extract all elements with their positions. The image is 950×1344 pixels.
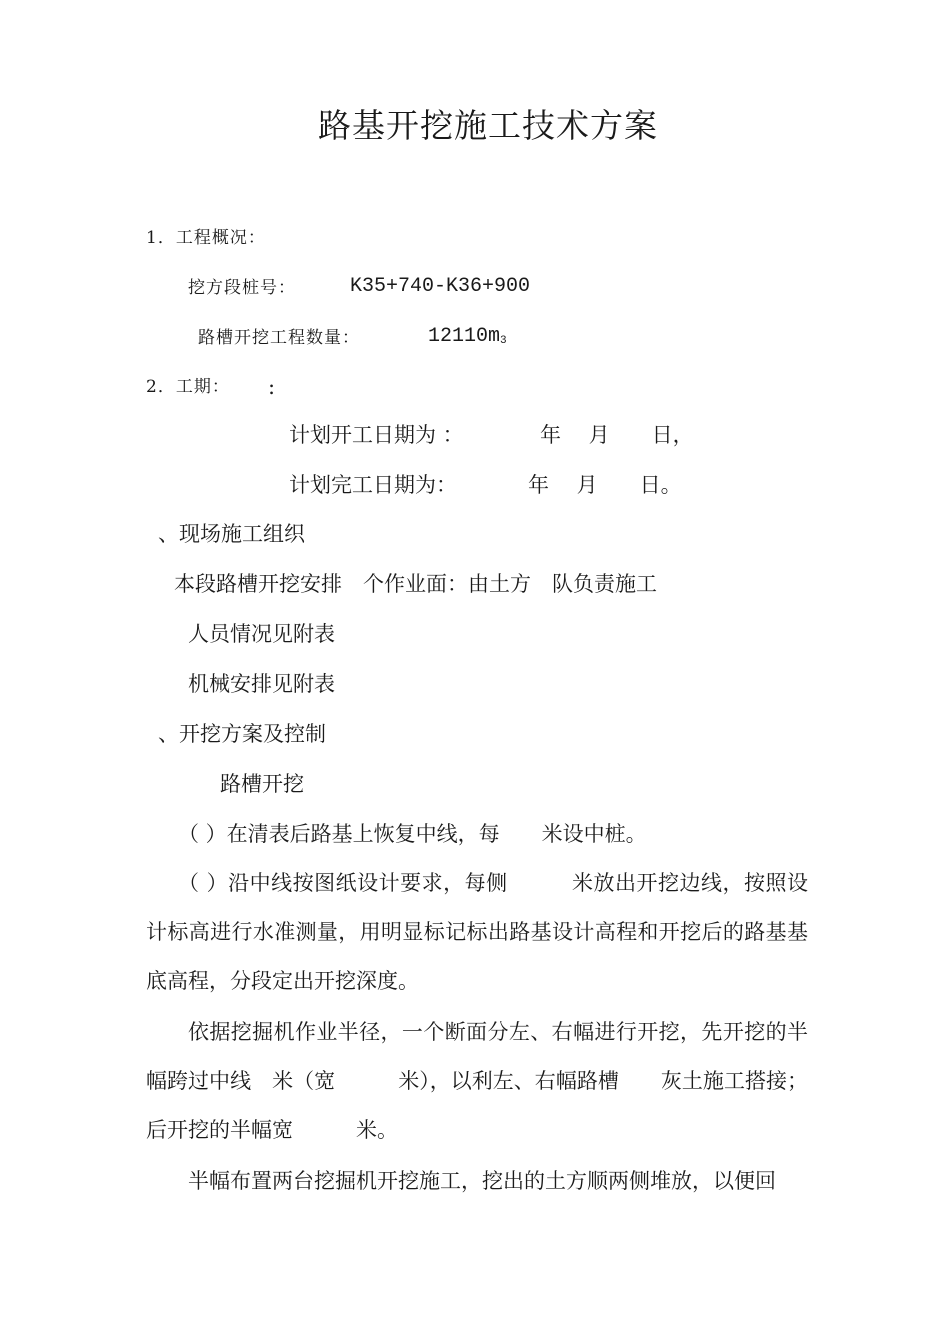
start-date-value: 年 月 日， bbox=[540, 423, 694, 447]
section-1-heading: 1．工程概况： bbox=[146, 228, 266, 248]
range-label: 挖方段桩号： bbox=[188, 278, 296, 298]
subsection-heading: 路槽开挖 bbox=[220, 772, 304, 796]
section-2-colon: : bbox=[268, 375, 276, 399]
section-4-heading: 、开挖方案及控制 bbox=[158, 722, 326, 746]
excavator-paragraph: 半幅布置两台挖掘机开挖施工，挖出的土方顺两侧堆放，以便回 bbox=[188, 1169, 776, 1193]
end-date-value: 年 月 日。 bbox=[528, 473, 682, 497]
organization-line: 本段路槽开挖安排 个作业面：由土方 队负责施工 bbox=[174, 572, 657, 596]
section-2-heading: 2．工期： bbox=[146, 377, 230, 397]
excavation-paragraph: 依据挖掘机作业半径，一个断面分左、右幅进行开挖，先开挖的半幅跨过中线 米（宽 米），以利左、右幅路槽 灰土施工搭接；后开挖的半幅宽 米。 bbox=[146, 1020, 808, 1142]
section-3-heading: 、现场施工组织 bbox=[158, 522, 305, 546]
end-date-label: 计划完工日期为： bbox=[289, 473, 457, 497]
start-date-label: 计划开工日期为 ： bbox=[289, 423, 464, 447]
machinery-line: 机械安排见附表 bbox=[188, 672, 335, 696]
volume-value: 12110m3 bbox=[428, 325, 507, 348]
volume-label: 路槽开挖工程数量： bbox=[198, 328, 360, 348]
personnel-line: 人员情况见附表 bbox=[188, 622, 335, 646]
step-2-paragraph: （ ）沿中线按图纸设计要求，每侧 米放出开挖边线，按照设计标高进行水准测量，用明显标记标出路基设计高程和开挖后的路基基底高程，分段定出开挖深度。 bbox=[146, 871, 808, 993]
step-1-text: （ ）在清表后路基上恢复中线，每 米设中桩。 bbox=[178, 822, 647, 846]
page-title: 路基开挖施工技术方案 bbox=[318, 106, 658, 145]
range-value: K35+740-K36+900 bbox=[350, 275, 531, 298]
unit-superscript: 3 bbox=[500, 335, 507, 347]
